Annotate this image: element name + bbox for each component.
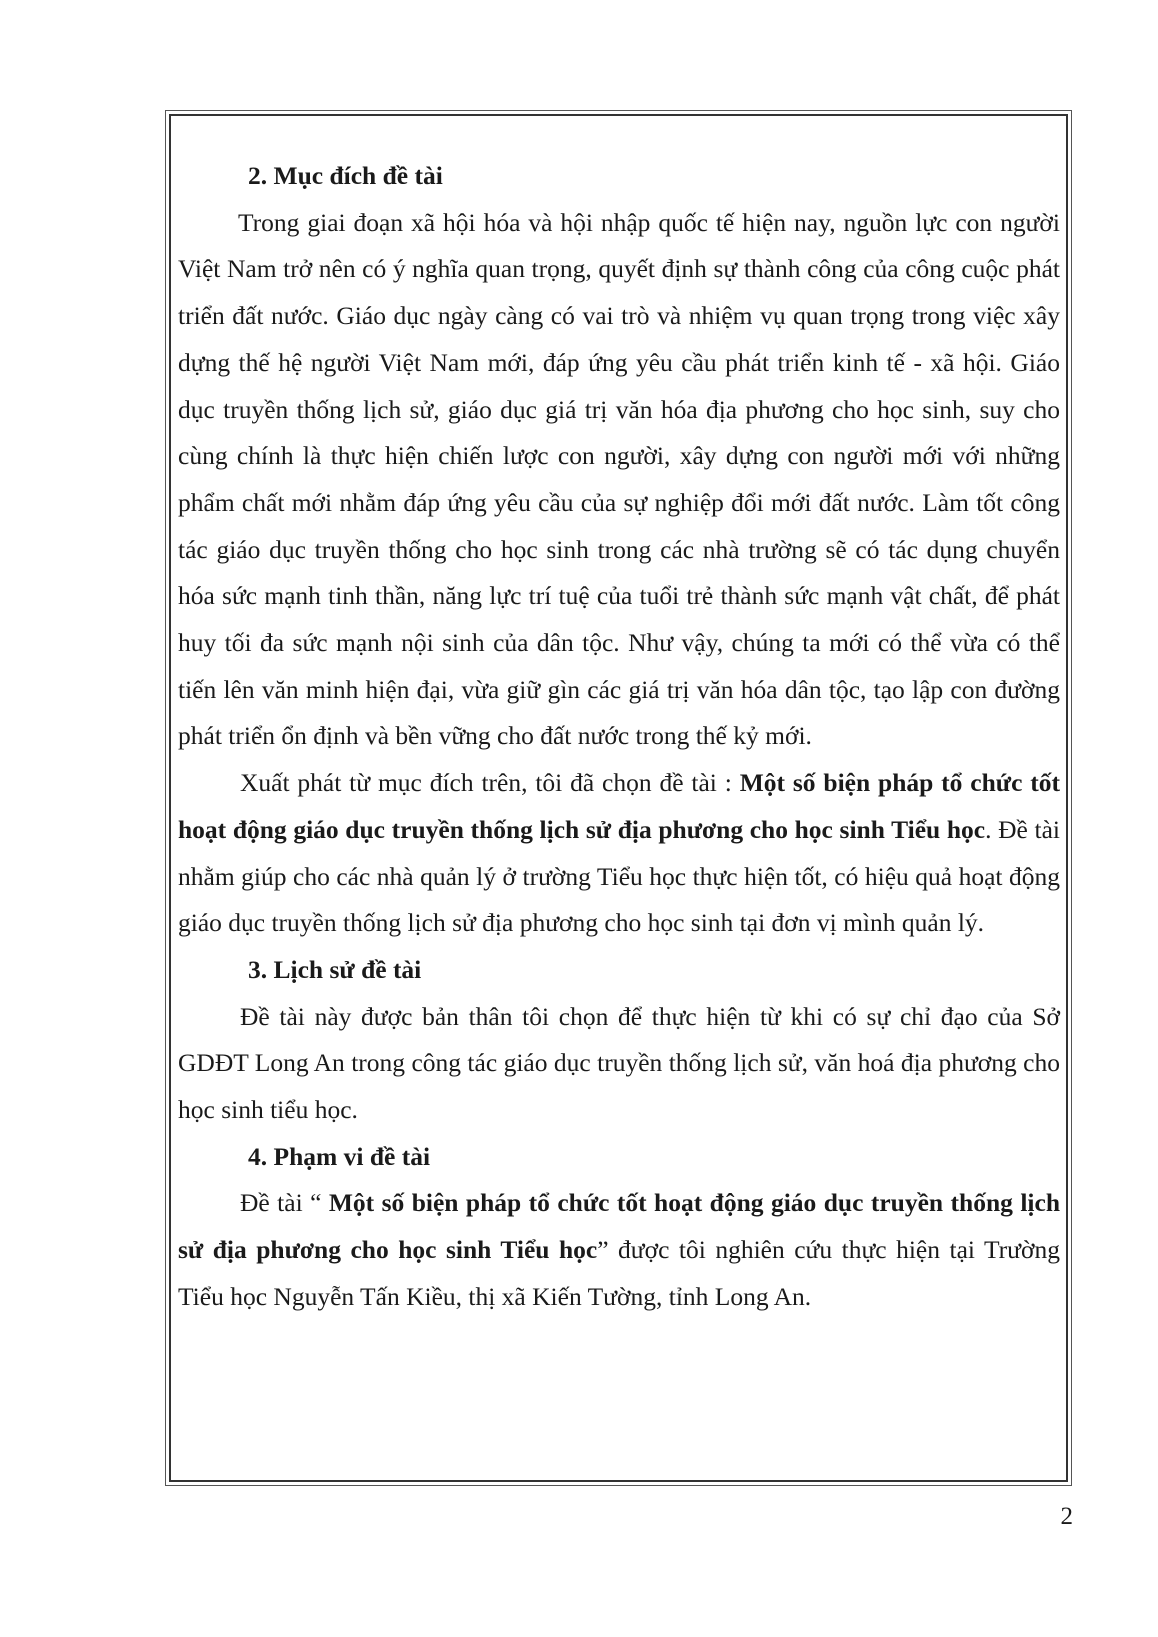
section-2-paragraph-2-end: . Đề tài nhằm giúp cho các nhà quản lý ở trường Tiểu học thực hiện tốt, có hiệu quả hoạt động giáo dục truyền thống lịch sử địa phương cho học sinh tại đơn vị mình quản lý. [178,814,1060,938]
document-body [178,153,1060,1321]
section-2-paragraph-2-start: Xuất phát từ mục đích trên, tôi đã chọn đề tài : [240,768,740,798]
section-4-paragraph-1-end: ” được tôi nghiên cứu thực hiện tại Trường Tiểu học Nguyễn Tấn Kiều, thị xã Kiến Tường, tỉnh Long An. [178,1235,1060,1311]
section-4-paragraph-1 [178,1180,1060,1320]
section-2-heading: 2. Mục đích đề tài [248,161,443,190]
topic-title-bold-2: Một số biện pháp tổ chức tốt hoạt động giáo dục truyền thống lịch sử địa phương cho học sinh Tiểu học [178,1188,1060,1265]
section-3-heading: 3. Lịch sử đề tài [248,954,422,984]
topic-title-bold: Một số biện pháp tổ chức tốt hoạt động giáo dục truyền thống lịch sử địa phương cho học sinh Tiểu học [178,768,1060,844]
section-2-paragraph-1: Trong giai đoạn xã hội hóa và hội nhập quốc tế hiện nay, nguồn lực con người Việt Nam trở nên có ý nghĩa quan trọng, quyết định sự thành công của công cuộc phát triển đất nước. Giáo dục ngày càng có vai trò và nhiệm vụ quan trọng trong việc xây dựng thế hệ người Việt Nam mới, đáp ứng yêu cầu phát triển kinh tế - xã hội. Giáo dục truyền thống lịch sử, giáo dục giá trị văn hóa địa phương cho học sinh, suy cho cùng chính là thực hiện chiến lược con người, xây dựng con người mới với những phẩm chất mới nhằm đáp ứng yêu cầu của sự nghiệp đổi mới đất nước. Làm tốt công tác giáo dục truyền thống cho học sinh trong các nhà trường sẽ có tác dụng chuyển hóa sức mạnh tinh thần, năng lực trí tuệ của tuổi trẻ thành sức mạnh vật chất, để phát huy tối đa sức mạnh nội sinh của dân tộc. Như vậy, chúng ta mới có thể vừa có thể tiến lên văn minh hiện đại, vừa giữ gìn các giá trị văn hóa dân tộc, tạo lập con đường phát triển ổn định và bền vững cho đất nước trong thế kỷ mới. [178,207,1060,751]
section-2-paragraph-2 [178,760,1060,947]
section-4-heading: 4. Phạm vi đề tài [248,1141,431,1171]
page-number: 2 [1060,1503,1073,1530]
section-3-paragraph-1: Đề tài này được bản thân tôi chọn để thực hiện từ khi có sự chỉ đạo của Sở GDĐT Long An trong công tác giáo dục truyền thống lịch sử, văn hoá địa phương cho học sinh tiểu học. [178,1001,1060,1125]
section-4-paragraph-1-start: Đề tài “ [240,1188,329,1218]
